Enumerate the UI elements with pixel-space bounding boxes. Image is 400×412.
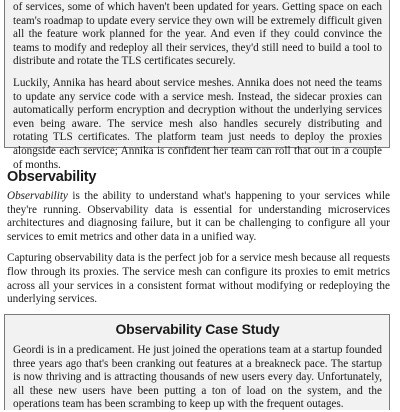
paragraph-text: is the ability to understand what's happening to your services while they're running. Observability data is essential for understanding microservices architectures and diagnosing failure, but it can be challenging to configure all your services to emit metrics and other data in a unified way. (7, 190, 390, 243)
case-study-heading: Observability Case Study (115, 321, 280, 337)
observability-section (7, 169, 390, 315)
case-study-paragraph: Geordi is in a predicament. He just joined the operations team at a startup founded three years ago that's been cranking out features at a breakneck pace. The startup is now thriving and is attracting thousands of new users every day. Unfortunately, all these new users have been putting a ton of load on the system, and the operations team has been scrambing to keep up with the frequent outages. (13, 344, 382, 411)
case-study-paragraph: of services, some of which haven't been updated for years. Getting space on each team's roadmap to update every service they own will be extremely difficult given all the feature work planned for the year. And even if they could convince the teams to modify and redeploy all their services, they'd still need to build a tool to distribute and rotate the TLS certificates securely. (13, 1, 382, 68)
case-study-box-top (4, 0, 390, 171)
case-study-box-bottom (4, 314, 390, 410)
case-study-paragraph: Luckily, Annika has heard about service meshes. Annika does not need the teams to update any service code with a service mesh. Instead, the sidecar proxies can automatically perform encryption and decryption without the underlying services even being aware. The service mesh also handles securely distributing and rotating TLS certificates. The platform team just needs to deploy the proxies alongside each service; Annika is confident her team can roll that out in a couple of months. (13, 76, 382, 171)
section-heading: Observability (7, 169, 97, 185)
body-paragraph (7, 190, 390, 244)
emphasized-term: Observability (7, 190, 68, 202)
body-paragraph: Capturing observability data is the perfect job for a service mesh because all requests flow through its proxies. The service mesh can configure its proxies to emit metrics across all your services in a consistent format without modifying or redeploying the underlying services. (7, 252, 390, 306)
